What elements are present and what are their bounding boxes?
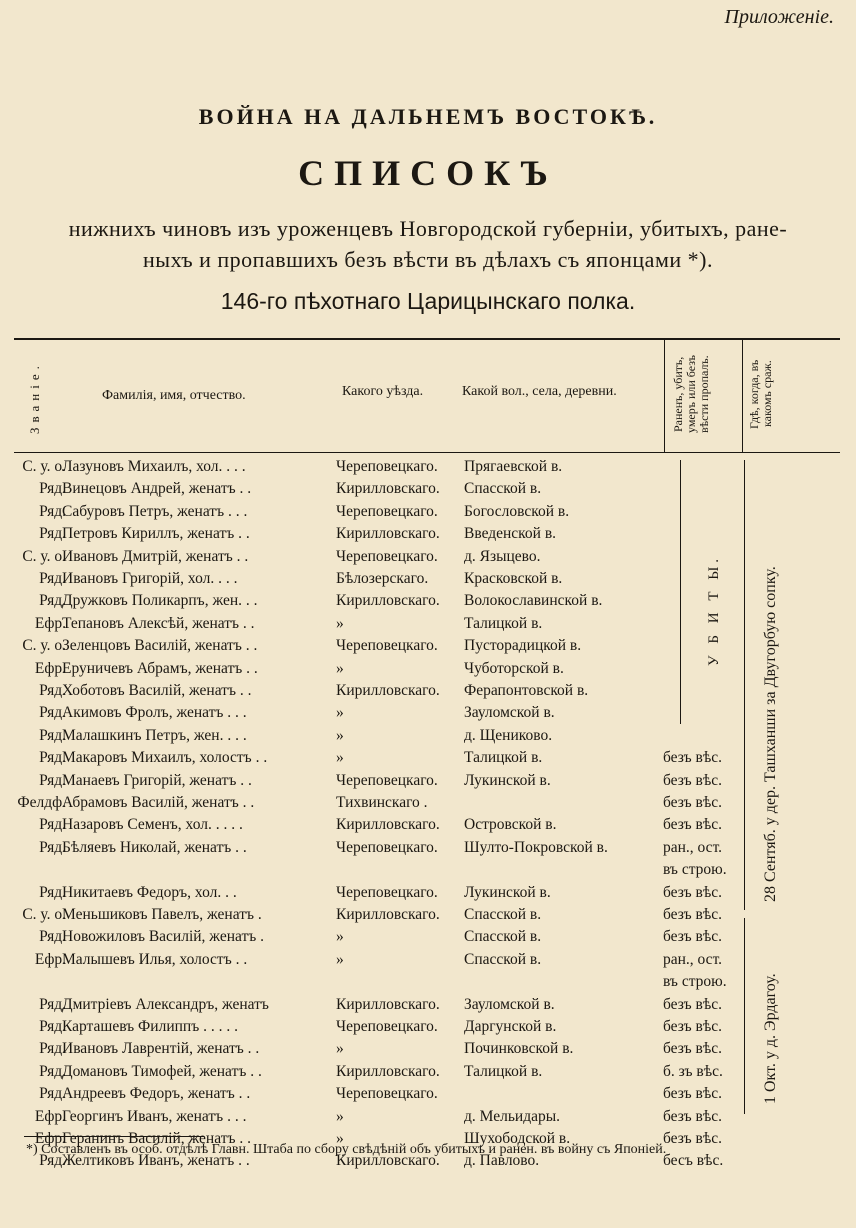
status-cell: безъ вѣс. xyxy=(663,1130,722,1147)
volost-cell: Зауломской в. xyxy=(464,995,555,1013)
volost-cell: Спасской в. xyxy=(464,928,542,946)
rank-cell: Ефр. xyxy=(34,950,66,968)
uezd-cell: » xyxy=(336,704,344,722)
volost-cell: Починковской в. xyxy=(464,1040,574,1058)
divider-where xyxy=(742,338,743,452)
volost-cell: Островской в. xyxy=(464,816,557,834)
uezd-cell: » xyxy=(336,614,344,632)
table-row xyxy=(0,568,856,590)
battle-location-1: 28 Сентяб. у дер. Ташханши за Двугорбую сопку. xyxy=(762,566,779,902)
rank-cell: Ряд. xyxy=(39,525,66,543)
status-cell: безъ вѣс. xyxy=(663,906,722,923)
name-cell: Манаевъ Григорій, женатъ . . xyxy=(62,771,252,789)
rank-cell: Фелдф. xyxy=(17,794,66,811)
table-row xyxy=(0,501,856,523)
rank-cell: Ряд. xyxy=(39,1018,66,1035)
table-row xyxy=(0,456,856,478)
table-row xyxy=(0,904,856,926)
name-cell: Хоботовъ Василій, женатъ . . xyxy=(62,682,252,699)
volost-cell: Шулто-Покровской в. xyxy=(464,838,608,856)
name-cell: Винецовъ Андрей, женатъ . . xyxy=(62,480,252,498)
volost-cell: Волокославинской в. xyxy=(464,592,603,610)
uezd-cell: Кирилловскаго. xyxy=(336,682,440,699)
table-row xyxy=(0,792,856,814)
header-rank: Званіе. xyxy=(27,361,42,435)
volost-cell: Талицкой в. xyxy=(464,749,543,767)
name-cell: Зеленцовъ Василій, женатъ . . xyxy=(62,637,258,655)
uezd-cell: » xyxy=(336,659,344,677)
regiment-title: 146-го пѣхотнаго Царицынскаго полка. xyxy=(220,288,636,314)
rank-cell: Ряд. xyxy=(39,928,66,946)
table-row xyxy=(0,1083,856,1105)
uezd-cell: Кирилловскаго. xyxy=(336,480,440,498)
uezd-cell: Череповецкаго. xyxy=(336,1018,438,1035)
rank-cell: Ефр. xyxy=(34,1130,66,1147)
rank-cell: Ряд. xyxy=(39,771,66,789)
rank-cell: С. у. о. xyxy=(22,458,66,475)
volost-cell: Чуботорской в. xyxy=(464,659,564,677)
name-cell: Ивановъ Григорій, хол. . . . xyxy=(62,570,238,587)
subtitle-line-1: нижнихъ чиновъ изъ уроженцевъ Новгородской губерніи, убитыхъ, ране- xyxy=(68,216,788,241)
rank-cell: Ефр. xyxy=(34,614,66,632)
uezd-cell: Череповецкаго. xyxy=(336,458,438,475)
uezd-cell: Кирилловскаго. xyxy=(336,995,440,1013)
name-cell: Назаровъ Семенъ, хол. . . . . xyxy=(62,816,243,834)
battle-location-2: 1 Окт. у д. Эрдагоу. xyxy=(762,973,779,1104)
table-row xyxy=(0,1106,856,1128)
title-war: ВОЙНА НА ДАЛЬНЕМЪ ВОСТОКѢ. xyxy=(198,104,658,129)
uezd-cell: Бѣлозерскаго. xyxy=(336,570,429,587)
table-row xyxy=(0,770,856,792)
name-cell: Сабуровъ Петръ, женатъ . . . xyxy=(62,502,248,520)
rank-cell: Ряд. xyxy=(39,704,66,722)
header-where: Гдѣ, когда, въ какомъ сраж. xyxy=(747,359,774,429)
title-list: СПИСОКЪ xyxy=(298,153,558,193)
uezd-cell: » xyxy=(336,1130,344,1147)
bracket-where-1 xyxy=(744,460,745,910)
uezd-cell: Череповецкаго. xyxy=(336,771,438,789)
rank-cell: С. у. о. xyxy=(22,637,66,655)
bracket-where-2 xyxy=(744,918,745,1114)
table-row xyxy=(0,814,856,836)
name-cell: Карташевъ Филиппъ . . . . . xyxy=(62,1018,238,1035)
uezd-cell: Череповецкаго. xyxy=(336,838,438,856)
rank-cell: С. у. о. xyxy=(22,906,66,923)
rank-cell: Ефр. xyxy=(34,659,66,677)
volost-cell: Лукинской в. xyxy=(464,883,551,901)
table-row xyxy=(0,725,856,747)
status-cell: бесъ вѣс. xyxy=(663,1152,724,1170)
volost-cell: Талицкой в. xyxy=(464,614,543,632)
uezd-cell: » xyxy=(336,928,344,946)
uezd-cell: » xyxy=(336,1107,344,1125)
uezd-cell: Кирилловскаго. xyxy=(336,906,440,923)
status-cell: безъ вѣс. xyxy=(663,1107,722,1125)
uezd-cell: » xyxy=(336,950,344,968)
volost-cell: Ферапонтовской в. xyxy=(464,682,589,699)
volost-cell: Пусторадицкой в. xyxy=(464,637,582,655)
volost-cell: д. Языцево. xyxy=(464,547,541,565)
volost-cell: д. Павлово. xyxy=(464,1152,540,1170)
name-cell: Домановъ Тимофей, женатъ . . xyxy=(62,1062,262,1080)
name-cell: Никитаевъ Федоръ, хол. . . xyxy=(62,883,237,901)
rank-cell: Ряд. xyxy=(39,480,66,498)
status-cell: безъ вѣс. xyxy=(663,995,722,1013)
name-cell: Ивановъ Дмитрій, женатъ . . xyxy=(62,547,249,565)
rank-cell: Ефр. xyxy=(34,1107,66,1125)
table-row xyxy=(0,1038,856,1060)
uezd-cell: Череповецкаго. xyxy=(336,547,438,565)
subtitle-line-2: ныхъ и пропавшихъ безъ вѣсти въ дѣлахъ съ японцами *). xyxy=(143,247,713,272)
volost-cell: Шухободской в. xyxy=(464,1130,571,1147)
name-cell: Малашкинъ Петръ, жен. . . . xyxy=(62,726,247,744)
name-cell: Ивановъ Лаврентій, женатъ . . xyxy=(62,1040,260,1058)
status-cell: безъ вѣс. xyxy=(663,1085,722,1103)
status-cell: безъ вѣс. xyxy=(663,794,722,811)
name-cell: Малышевъ Илья, холостъ . . xyxy=(62,950,248,968)
volost-cell: Спасской в. xyxy=(464,906,542,923)
footnote: *) Составленъ въ особ. отдѣлѣ Главн. Штаба по сбору свѣдѣній объ убитыхъ и ранен. въ войну съ Японіей. xyxy=(26,1142,667,1157)
rank-cell: Ряд. xyxy=(39,682,66,699)
uezd-cell: » xyxy=(336,749,344,767)
volost-cell: Даргунской в. xyxy=(464,1018,557,1035)
killed-label: У Б И Т Ы. xyxy=(706,554,722,666)
uezd-cell: Череповецкаго. xyxy=(336,502,438,520)
rank-cell: Ряд. xyxy=(39,1040,66,1058)
name-cell: Еруничевъ Абрамъ, женатъ . . xyxy=(62,659,258,677)
volost-cell: Красковской в. xyxy=(464,570,563,587)
volost-cell: Талицкой в. xyxy=(464,1062,543,1080)
uezd-cell: Кирилловскаго. xyxy=(336,1152,440,1170)
name-cell: Желтиковъ Иванъ, женатъ . . xyxy=(62,1152,250,1170)
name-cell: Бѣляевъ Николай, женатъ . . xyxy=(62,838,247,856)
table-row xyxy=(0,680,856,702)
name-cell: Тепановъ Алексѣй, женатъ . . xyxy=(62,614,255,632)
name-cell: Геранинъ Василій, женатъ . . xyxy=(62,1130,251,1147)
rank-cell: Ряд. xyxy=(39,883,66,901)
uezd-cell: Кирилловскаго. xyxy=(336,1062,440,1080)
header-bottom-rule xyxy=(14,452,840,453)
footnote-rule xyxy=(24,1136,204,1137)
uezd-cell: » xyxy=(336,726,344,744)
table-top-rule xyxy=(14,338,840,340)
uezd-cell: Кирилловскаго. xyxy=(336,816,440,834)
name-cell: Лазуновъ Михаилъ, хол. . . . xyxy=(62,458,246,475)
table-row xyxy=(0,702,856,724)
bracket-killed xyxy=(680,460,681,724)
name-cell: Дружковъ Поликарпъ, жен. . . xyxy=(62,592,258,610)
uezd-cell: » xyxy=(336,1040,344,1058)
volost-cell: Введенской в. xyxy=(464,525,557,543)
uezd-cell: Череповецкаго. xyxy=(336,1085,438,1103)
status-cell: безъ вѣс. xyxy=(663,771,722,789)
volost-cell: д. Щениково. xyxy=(464,726,553,744)
status-cell: б. зъ вѣс. xyxy=(663,1062,723,1080)
status-cell: ран., ост. xyxy=(663,950,723,968)
appendix-label: Приложеніе. xyxy=(724,6,834,28)
name-cell: Абрамовъ Василій, женатъ . . xyxy=(62,794,255,811)
header-status: Раненъ, убитъ, умеръ или безъ вѣсти пропалъ. xyxy=(671,355,711,433)
rank-cell: Ряд. xyxy=(39,816,66,834)
name-cell: Петровъ Кириллъ, женатъ . . xyxy=(62,525,250,543)
header-volost: Какой вол., села, деревни. xyxy=(462,384,617,399)
name-cell: Акимовъ Фролъ, женатъ . . . xyxy=(62,704,247,722)
volost-cell: Богословской в. xyxy=(464,502,570,520)
table-row xyxy=(0,523,856,545)
table-row xyxy=(0,837,856,859)
status-cell: безъ вѣс. xyxy=(663,749,722,767)
table-row xyxy=(0,478,856,500)
rank-cell: Ряд. xyxy=(39,995,66,1013)
rank-cell: Ряд. xyxy=(39,592,66,610)
rank-cell: Ряд. xyxy=(39,838,66,856)
uezd-cell: Череповецкаго. xyxy=(336,637,438,655)
uezd-cell: Череповецкаго. xyxy=(336,883,438,901)
name-cell: Георгинъ Иванъ, женатъ . . . xyxy=(62,1107,247,1125)
name-cell: Новожиловъ Василій, женатъ . xyxy=(62,928,265,946)
name-cell: Макаровъ Михаилъ, холостъ . . xyxy=(62,749,268,767)
rank-cell: Ряд. xyxy=(39,1152,66,1170)
table-row xyxy=(0,747,856,769)
rank-cell: Ряд. xyxy=(39,726,66,744)
table-row xyxy=(0,994,856,1016)
rank-cell: Ряд. xyxy=(39,502,66,520)
status-cell: безъ вѣс. xyxy=(663,816,722,834)
volost-cell: Спасской в. xyxy=(464,480,542,498)
table-row xyxy=(0,1061,856,1083)
table-row xyxy=(0,658,856,680)
header-name: Фамилія, имя, отчество. xyxy=(102,388,246,403)
table-row xyxy=(0,613,856,635)
rank-cell: Ряд. xyxy=(39,1085,66,1103)
status-cell: въ строю. xyxy=(663,861,727,879)
status-cell: ран., ост. xyxy=(663,838,723,856)
volost-cell: д. Мельидары. xyxy=(464,1107,560,1125)
volost-cell: Спасской в. xyxy=(464,950,542,968)
volost-cell: Лукинской в. xyxy=(464,771,551,789)
table-row xyxy=(0,1016,856,1038)
name-cell: Дмитріевъ Александръ, женатъ xyxy=(62,995,269,1013)
status-cell: въ строю. xyxy=(663,973,727,991)
uezd-cell: Кирилловскаго. xyxy=(336,525,440,543)
rank-cell: С. у. о. xyxy=(22,547,66,565)
table-row xyxy=(0,926,856,948)
table-row xyxy=(0,635,856,657)
name-cell: Меньшиковъ Павелъ, женатъ . xyxy=(62,906,262,923)
table-row xyxy=(0,971,856,993)
name-cell: Андреевъ Федоръ, женатъ . . xyxy=(62,1085,251,1103)
status-cell: безъ вѣс. xyxy=(663,1040,722,1058)
uezd-cell: Тихвинскаго . xyxy=(336,794,428,811)
volost-cell: Прягаевской в. xyxy=(464,458,563,475)
rank-cell: Ряд. xyxy=(39,749,66,767)
status-cell: безъ вѣс. xyxy=(663,883,722,901)
divider-status xyxy=(664,338,665,452)
table-row xyxy=(0,882,856,904)
status-cell: безъ вѣс. xyxy=(663,1018,722,1035)
rank-cell: Ряд. xyxy=(39,570,66,587)
rank-cell: Ряд. xyxy=(39,1062,66,1080)
table-row xyxy=(0,859,856,881)
table-row xyxy=(0,590,856,612)
status-cell: безъ вѣс. xyxy=(663,928,722,946)
volost-cell: Зауломской в. xyxy=(464,704,555,722)
table-row xyxy=(0,949,856,971)
table-row xyxy=(0,546,856,568)
header-uezd: Какого уѣзда. xyxy=(342,384,424,399)
uezd-cell: Кирилловскаго. xyxy=(336,592,440,610)
